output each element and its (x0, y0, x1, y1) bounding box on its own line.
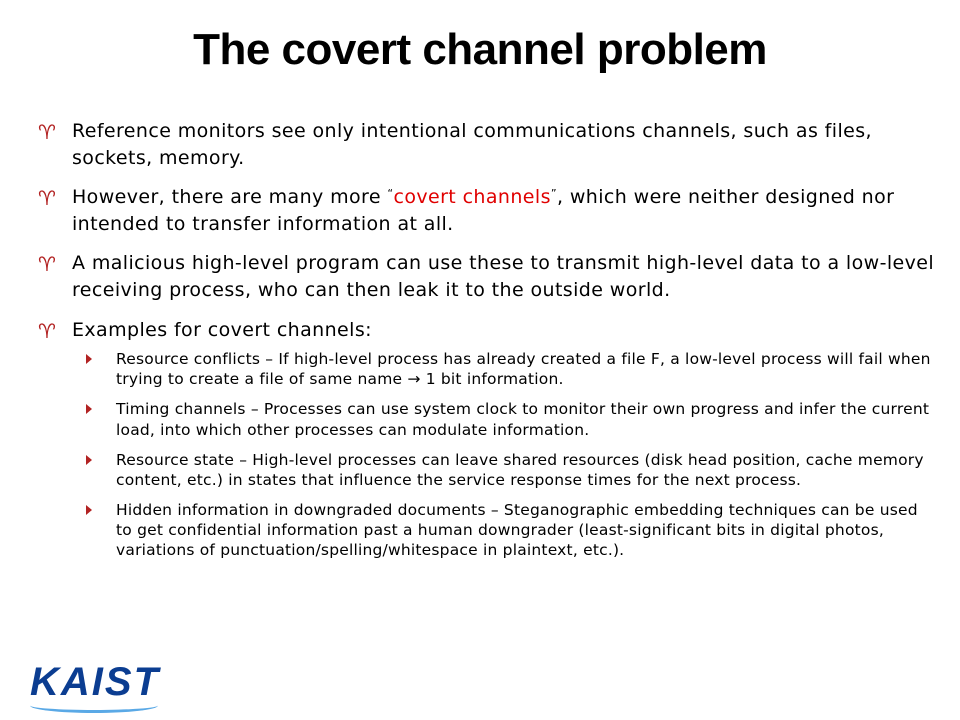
sub-bullet-list (72, 349, 938, 560)
open-quote: “ (387, 187, 394, 201)
logo-swoosh (30, 698, 158, 713)
sub-bullet-text: Hidden information in downgraded documents – Steganographic embedding techniques can be used to get confidential information past a human downgrader (least-significant bits in digital photos, variations of punctuation/spelling/whitespace in plaintext, etc.). (116, 501, 918, 560)
logo-text: KAIST (30, 660, 160, 704)
bullet-text-post: , which were neither designed nor intended to transfer information at all. (72, 186, 895, 235)
sub-bullet-text: Timing channels – Processes can use system clock to monitor their own progress and infer the current load, into which other processes can modulate information. (116, 400, 930, 439)
bullet-text: Reference monitors see only intentional communications channels, such as files, sockets, memory. (72, 120, 872, 169)
aries-bullet-icon: ♈ (38, 120, 57, 144)
bullet-text: Examples for covert channels: (72, 318, 372, 341)
close-quote: ” (550, 187, 557, 201)
sub-bullet-item (72, 500, 938, 560)
sub-bullet-item (72, 450, 938, 490)
bullet-item (38, 184, 938, 237)
highlighted-term: covert channels (393, 186, 551, 209)
bullet-item (38, 250, 938, 303)
slide-title: The covert channel problem (193, 25, 767, 74)
sub-bullet-text: Resource conflicts – If high-level process has already created a file F, a low-level process will fail when trying to create a file of same name → 1 bit information. (116, 350, 931, 389)
triangle-right-icon (86, 455, 92, 465)
sub-bullet-text: Resource state – High-level processes can leave shared resources (disk head position, cache memory content, etc.) in states that influence the service response times for the next process. (116, 450, 924, 489)
bullet-text-pre: However, there are many more (72, 186, 388, 209)
triangle-right-icon (86, 354, 92, 364)
aries-bullet-icon: ♈ (38, 186, 57, 211)
triangle-right-icon (86, 505, 92, 515)
aries-bullet-icon: ♈ (38, 318, 57, 343)
aries-bullet-icon: ♈ (38, 252, 57, 277)
kaist-logo (30, 662, 160, 714)
sub-bullet-item (72, 349, 938, 389)
bullet-item (38, 118, 938, 171)
bullet-text: A malicious high-level program can use these to transmit high-level data to a low-level receiving process, who can then leak it to the outside world. (72, 252, 935, 301)
sub-bullet-item (72, 399, 938, 439)
bullet-item (38, 317, 938, 561)
bullet-list (38, 118, 938, 573)
triangle-right-icon (86, 404, 92, 414)
